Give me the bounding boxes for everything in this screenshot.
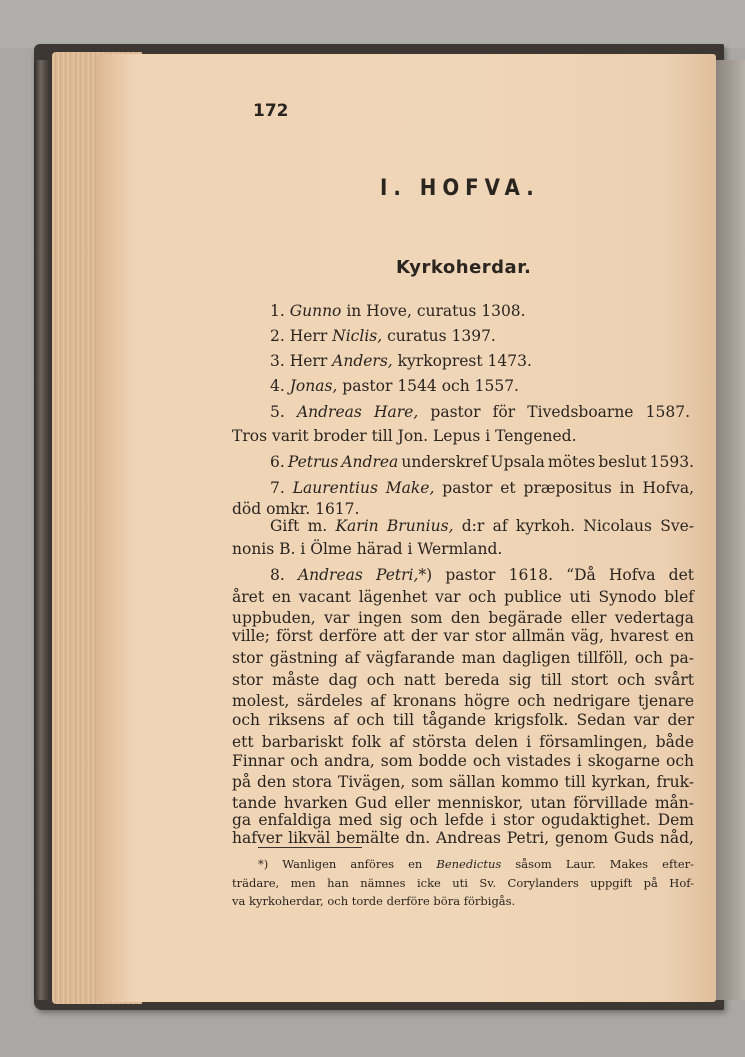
text-text: stor måste dag och natt bereda sig till stort och svårt <box>232 671 694 689</box>
text-rest: *) pastor 1618. “Då Hofva det <box>418 566 694 584</box>
footnote-text: va kyrkoherdar, och torde derföre böra förbigås. <box>232 894 516 908</box>
footnote-rule <box>258 847 362 848</box>
footnote-rest: såsom Laur. Makes efter- <box>501 857 695 871</box>
text-it: Anders, <box>332 352 393 370</box>
text-line <box>232 540 502 558</box>
text-text: ett barbariskt folk af största delen i församlingen, både <box>232 733 694 751</box>
text-num: 7. <box>270 479 293 497</box>
text-pre: Herr <box>289 327 333 345</box>
text-text: stor gästning af vägfarande man dagligen tillföll, och pa- <box>232 649 694 667</box>
text-it: Gunno <box>289 302 342 320</box>
text-line <box>232 811 694 829</box>
text-rest: d:r af kyrkoh. Nicolaus Sve- <box>453 517 695 535</box>
text-rest: underskref Upsala mötes beslut 1593. <box>398 453 694 471</box>
footnote-line <box>232 876 694 890</box>
text-text: uppbuden, var ingen som den begärade eller vedertaga <box>232 609 694 627</box>
text-text: Finnar och andra, som bodde och vistades i skogarne och <box>232 752 694 770</box>
page-shadow <box>716 60 745 1000</box>
footnote-text: trädare, men han nämnes icke uti Sv. Corylanders uppgift på Hof- <box>232 876 694 890</box>
text-line <box>232 500 359 518</box>
text-line <box>232 671 694 689</box>
text-line <box>270 403 690 421</box>
text-pre: Herr <box>289 352 333 370</box>
text-num: 2. <box>270 327 290 345</box>
text-text: ga enfaldiga med sig och lefde i stor ogudaktighet. Dem <box>232 811 694 829</box>
text-line <box>232 609 694 627</box>
text-rest: pastor 1544 och 1557. <box>337 377 519 395</box>
text-line <box>270 453 694 471</box>
text-it: Petrus Andrea <box>287 453 399 471</box>
text-num: 6. <box>270 453 288 471</box>
text-num: 3. <box>270 352 290 370</box>
page-number: 172 <box>253 101 289 121</box>
text-it: Laurentius Make, <box>292 479 435 497</box>
text-line <box>270 327 496 345</box>
text-line <box>232 794 694 812</box>
footnote-pre: *) Wanligen anföres en <box>258 857 437 871</box>
text-line <box>270 517 694 535</box>
text-it: Niclis, <box>332 327 383 345</box>
text-rest: pastor et præpositus in Hofva, <box>434 479 694 497</box>
text-text: molest, särdeles af kronans högre och nedrigare tjenare <box>232 692 694 710</box>
text-text: året en vacant lägenhet var och publice uti Synodo blef <box>232 588 694 606</box>
text-text: ville; först derföre att der var stor allmän väg, hvarest en <box>232 627 694 645</box>
background-top <box>0 0 745 48</box>
text-line <box>270 566 694 584</box>
text-rest: kyrkoprest 1473. <box>392 352 532 370</box>
text-num: 8. <box>270 566 298 584</box>
footnote-line <box>232 894 515 908</box>
section-title: I. HOFVA. <box>380 176 540 201</box>
text-line <box>232 733 694 751</box>
text-line <box>232 692 694 710</box>
text-it: Jonas, <box>289 377 338 395</box>
book-spine-edge <box>34 60 50 1000</box>
text-text: nonis B. i Ölme härad i Wermland. <box>232 540 503 558</box>
text-pre: Gift m. <box>270 517 336 535</box>
subtitle: Kyrkoherdar. <box>396 257 532 278</box>
text-line <box>270 479 694 497</box>
text-line <box>270 302 526 320</box>
text-it: Karin Brunius, <box>335 517 454 535</box>
footnote-it: Benedictus <box>436 857 502 871</box>
text-text: och riksens af och till tågande krigsfolk. Sedan var der <box>232 711 694 729</box>
text-rest: curatus 1397. <box>382 327 496 345</box>
text-line <box>270 377 519 395</box>
text-it: Andreas Petri, <box>297 566 419 584</box>
text-text: död omkr. 1617. <box>232 500 360 518</box>
text-line <box>232 752 694 770</box>
text-line <box>232 711 694 729</box>
text-rest: in Hove, curatus 1308. <box>341 302 526 320</box>
text-text: på den stora Tivägen, som sällan kommo till kyrkan, fruk- <box>232 773 694 791</box>
text-text: tande hvarken Gud eller menniskor, utan förvillade mån- <box>232 794 694 812</box>
text-line <box>232 427 577 445</box>
text-line <box>232 773 694 791</box>
text-it: Andreas Hare, <box>296 403 419 421</box>
text-text: hafver likväl bemälte dn. Andreas Petri, genom Guds nåd, <box>232 829 694 847</box>
text-line <box>232 627 694 645</box>
text-text: Tros varit broder till Jon. Lepus i Tengened. <box>232 427 577 445</box>
text-num: 5. <box>270 403 297 421</box>
text-line <box>270 352 532 370</box>
text-line <box>232 649 694 667</box>
text-num: 1. <box>270 302 290 320</box>
text-line <box>232 588 694 606</box>
text-rest: pastor för Tivedsboarne 1587. <box>418 403 691 421</box>
text-num: 4. <box>270 377 290 395</box>
footnote-line <box>258 857 694 871</box>
text-line <box>232 829 694 847</box>
